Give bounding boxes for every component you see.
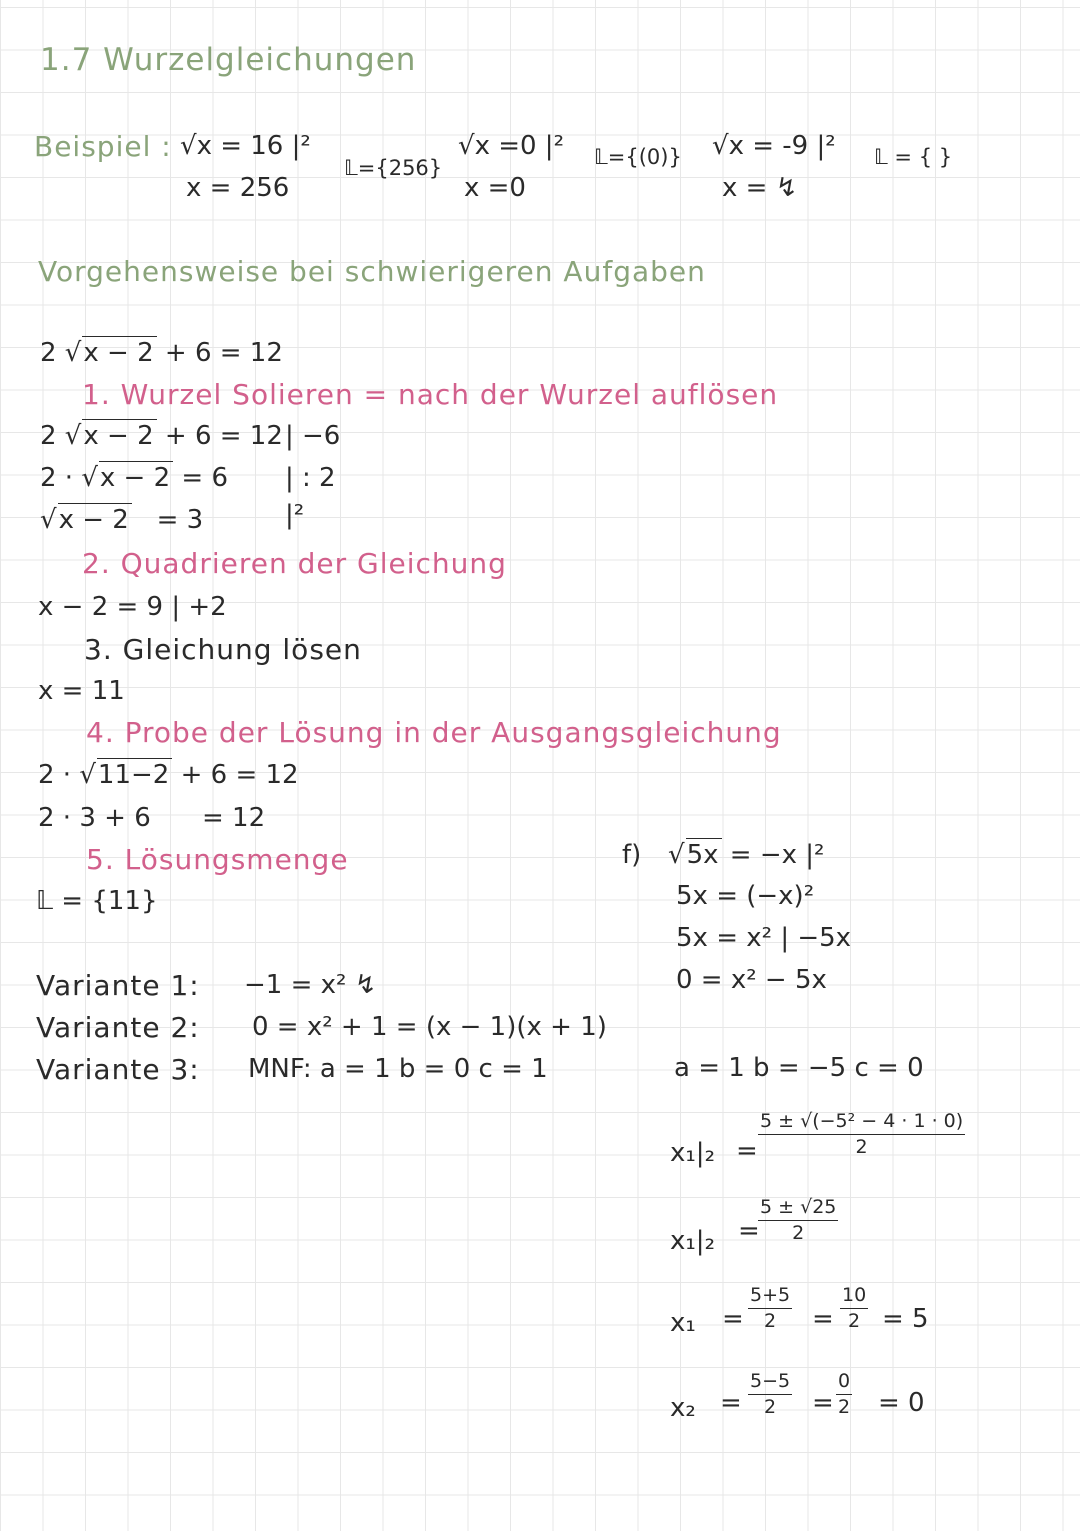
- x12-label-2: x₁|₂: [670, 1226, 715, 1256]
- step-2-line: x − 2 = 9 | +2: [38, 592, 227, 622]
- x1-fraction-simplified: $\frac{10}{2}$: [842, 1284, 867, 1332]
- task-f-line-2: 5x = (−x)²: [676, 881, 815, 911]
- task-f-line-1: √5x = −x |²: [668, 840, 825, 870]
- example-1-result: x = 256: [186, 173, 290, 203]
- x1-fraction: $\frac{5+5}{2}$: [750, 1284, 791, 1332]
- beispiel-label: Beispiel :: [34, 130, 172, 163]
- equals-sign: =: [720, 1388, 742, 1418]
- task-f-line-3: 5x = x² | −5x: [676, 923, 852, 953]
- step-4-line-2-rhs: = 12: [202, 803, 266, 833]
- step-1-heading: 1. Wurzel Solieren = nach der Wurzel auflösen: [82, 378, 779, 411]
- x2-label: x₂: [670, 1393, 696, 1423]
- variante-2-label: Variante 2:: [36, 1011, 200, 1044]
- step-1-line-3: √x − 2 = 3: [40, 505, 204, 535]
- fraction-numerator: 5 ± √25: [758, 1198, 838, 1221]
- example-2-equation: √x =0 |²: [458, 131, 564, 161]
- page-title: 1.7 Wurzelgleichungen: [40, 42, 417, 78]
- section-heading: Vorgehensweise bei schwierigeren Aufgaben: [38, 255, 706, 288]
- task-f-coefficients: a = 1 b = −5 c = 0: [674, 1053, 924, 1083]
- step-2-heading: 2. Quadrieren der Gleichung: [82, 547, 507, 580]
- x1-result: = 5: [882, 1304, 929, 1334]
- equals-sign: =: [736, 1136, 758, 1166]
- equals-sign: =: [738, 1216, 760, 1246]
- radicand: x − 2: [99, 461, 173, 493]
- radicand: x − 2: [58, 503, 132, 535]
- start-equation: 2 √x − 2 + 6 = 12: [40, 338, 283, 368]
- step-4-line-2-lhs: 2 · 3 + 6: [38, 803, 151, 833]
- solution-set: 𝕃 = {11}: [36, 886, 158, 916]
- variante-1-label: Variante 1:: [36, 969, 200, 1002]
- variante-1-equation: −1 = x² ↯: [244, 970, 377, 1000]
- task-f-line-4: 0 = x² − 5x: [676, 965, 827, 995]
- example-1-solution-set: 𝕃={256}: [344, 156, 443, 180]
- x2-fraction: $\frac{5-5}{2}$: [750, 1370, 791, 1418]
- variante-2-equation: 0 = x² + 1 = (x − 1)(x + 1): [252, 1012, 607, 1042]
- x2-fraction-simplified: $\frac{0}{2}$: [838, 1370, 851, 1418]
- equals-sign: =: [812, 1388, 834, 1418]
- fraction-denominator: 2: [855, 1136, 868, 1158]
- step-3-line: x = 11: [38, 676, 125, 706]
- fraction-denominator: 2: [792, 1222, 805, 1244]
- example-3-result: x = ↯: [722, 173, 798, 203]
- step-1-line-2: 2 · √x − 2 = 6: [40, 463, 229, 493]
- example-3-equation: √x = -9 |²: [712, 131, 836, 161]
- variante-3-label: Variante 3:: [36, 1053, 200, 1086]
- start-rest: + 6 = 12: [164, 338, 283, 368]
- example-2-solution-set: 𝕃={(0)}: [594, 145, 682, 169]
- example-1-equation: √x = 16 |²: [180, 131, 311, 161]
- radicand: 5x: [686, 838, 722, 870]
- radicand: 11−2: [97, 758, 172, 790]
- x2-result: = 0: [878, 1388, 925, 1418]
- quadratic-formula-2: [758, 1198, 838, 1243]
- step-1-op-1: | −6: [285, 421, 341, 451]
- equals-sign: =: [812, 1304, 834, 1334]
- step-1-op-3: |²: [285, 500, 305, 530]
- radicand: x − 2: [82, 419, 156, 451]
- task-f-label: f): [622, 840, 642, 870]
- step-4-line-1: 2 · √11−2 + 6 = 12: [38, 760, 299, 790]
- start-radicand: x − 2: [82, 336, 156, 368]
- step-5-heading: 5. Lösungsmenge: [86, 843, 349, 876]
- fraction-numerator: 5 ± √(−5² − 4 · 1 · 0): [758, 1112, 965, 1135]
- step-1-line-1: 2 √x − 2 + 6 = 12: [40, 421, 283, 451]
- quadratic-formula-1: [758, 1112, 965, 1157]
- example-3-solution-set: 𝕃 = { }: [874, 145, 953, 169]
- step-4-heading: 4. Probe der Lösung in der Ausgangsgleichung: [86, 716, 782, 749]
- example-2-result: x =0: [464, 173, 526, 203]
- equals-sign: =: [722, 1304, 744, 1334]
- x1-label: x₁: [670, 1308, 696, 1338]
- step-1-op-2: | : 2: [285, 463, 336, 493]
- step-3-heading: 3. Gleichung lösen: [84, 633, 362, 666]
- variante-3-equation: MNF: a = 1 b = 0 c = 1: [248, 1054, 548, 1084]
- x12-label-1: x₁|₂: [670, 1138, 715, 1168]
